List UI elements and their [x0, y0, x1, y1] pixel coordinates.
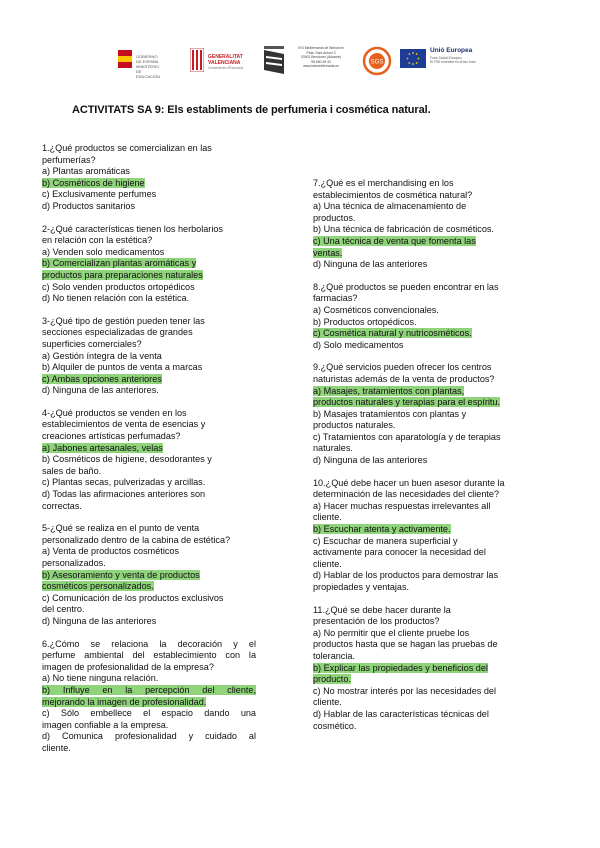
answer-option [313, 559, 527, 571]
answer-option-text: correctas. [42, 500, 82, 511]
answer-option-text: c) Tratamientos con aparatología y de terapias [313, 431, 501, 442]
svg-text:SGS: SGS [370, 59, 384, 66]
question-text: perfumerías? [42, 154, 96, 165]
answer-option [42, 743, 256, 755]
answer-option [42, 166, 256, 178]
answer-option-text: d) Ninguna de las anteriores [313, 259, 428, 270]
answer-option-text: productos. [313, 212, 356, 223]
answer-option-text: c) No mostrar interés por las necesidades del [313, 685, 496, 696]
answer-option [42, 477, 256, 489]
ministry-logo-text: GOBIERNO DE ESPAÑA MINISTERIO DE EDUCACIÓN [136, 54, 161, 79]
answer-option-text: ventas. [313, 247, 343, 258]
question-text: 6.¿Cómo se relaciona la decoración y el [42, 638, 256, 649]
answer-option [313, 201, 527, 213]
answer-option-text: propiedades y ventajas. [313, 582, 410, 592]
generalitat-logo-text: GENERALITAT VALENCIANA [208, 54, 243, 66]
question-block [313, 282, 527, 352]
answer-option-correct [313, 524, 527, 536]
question-block [42, 224, 256, 305]
answer-option-text: d) Productos sanitarios [42, 200, 136, 211]
answer-option [313, 455, 527, 467]
answer-option [313, 709, 527, 721]
question-text: establecimientos de venta de esencias y [42, 419, 206, 430]
answer-option-correct [42, 443, 256, 455]
question-text: creaciones artísticas perfumadas? [42, 431, 181, 442]
answer-option-text: cliente. [313, 558, 342, 569]
page-title: ACTIVITATS SA 9: Els establiments de perfumeria i cosmética natural. [72, 104, 431, 116]
answer-option-text: del centro. [42, 604, 85, 615]
generalitat-emblem-icon [190, 48, 204, 72]
question-text: 10.¿Qué debe hacer un buen asesor durante la [313, 477, 505, 488]
question-text: 3-¿Qué tipo de gestión pueden tener las [42, 315, 205, 326]
answer-option-text: activamente para conocer la necesidad del [313, 547, 486, 558]
answer-option [42, 546, 256, 558]
answer-option [42, 501, 256, 513]
question-block [313, 605, 527, 733]
answer-option [313, 686, 527, 698]
answer-option-correct [42, 270, 256, 282]
answer-option-correct [313, 236, 527, 248]
answer-option [313, 501, 527, 513]
answer-option-correct [313, 397, 527, 409]
conselleria-text: Conselleria d'Educació [208, 66, 244, 70]
answer-option-text: b) Influye en la percepción del cliente, [42, 684, 256, 695]
answer-option-text: c) Ambas opciones anteriores [42, 373, 162, 384]
answer-option-text: c) Plantas secas, pulverizadas y arcillas. [42, 477, 206, 488]
answer-option-text: b) Alquiler de puntos de venta a marcas [42, 362, 203, 373]
answer-option-text: cliente. [313, 512, 342, 523]
eu-flag-icon [400, 49, 426, 68]
answer-option [313, 213, 527, 225]
answer-option [313, 340, 527, 352]
left-question-column [42, 143, 256, 766]
answer-option-text: a) Cosméticos convencionales. [313, 304, 439, 315]
answer-option-text: c) Cosmética natural y nutricosméticos. [313, 328, 472, 339]
answer-option-text: c) Exclusivamente perfumes [42, 189, 157, 200]
question-block [42, 639, 256, 755]
school-logo-icon [262, 46, 286, 76]
answer-option-text: cliente. [42, 742, 71, 753]
question-text: 5-¿Qué se realiza en el punto de venta [42, 523, 200, 534]
answer-option-text: sales de baño. [42, 465, 102, 476]
question-text: 2-¿Qué características tienen los herbolarios [42, 223, 223, 234]
answer-option [42, 489, 256, 501]
answer-option-text: a) Una técnica de almacenamiento de [313, 201, 467, 212]
answer-option-correct [313, 663, 527, 675]
answer-option-correct [42, 570, 256, 582]
answer-option [42, 189, 256, 201]
question-text: en relación con la estética? [42, 235, 153, 246]
answer-option-text: b) Una técnica de fabricación de cosméticos. [313, 224, 494, 235]
answer-option-text: mejorando la imagen de profesionalidad. [42, 696, 207, 707]
answer-option [42, 466, 256, 478]
answer-option [42, 351, 256, 363]
school-address: IES Mediterrània de Benidorm Ptda. Sant Antoni 3 03501 Benidorm (Alicante) 96 680 45 40 www.iesmediterrania.es [298, 46, 344, 69]
question-text: 11.¿Qué se debe hacer durante la [313, 604, 451, 615]
answer-option [42, 708, 256, 720]
answer-option-text: c) Sólo embellece el espacio dando una [42, 708, 256, 719]
answer-option [313, 651, 527, 663]
answer-option-text: b) Cosméticos de higiene [42, 177, 145, 188]
answer-option-text: d) Ninguna de las anteriores [313, 455, 428, 466]
answer-option [313, 224, 527, 236]
answer-option-text: a) Venden solo medicamentos [42, 246, 165, 257]
eu-logo-title: Unió Europea [430, 47, 473, 54]
answer-option-correct [42, 685, 256, 697]
question-text: 9.¿Qué servicios pueden ofrecer los centros [313, 362, 492, 373]
question-text: personalizado dentro de la cabina de estética? [42, 534, 231, 545]
question-text: farmacias? [313, 293, 358, 304]
answer-option-text: productos naturales. [313, 420, 396, 431]
answer-option-text: d) Solo medicamentos [313, 339, 404, 350]
answer-option-correct [42, 258, 256, 270]
answer-option-text: d) Hablar de los productos para demostrar las [313, 570, 498, 581]
answer-option [42, 604, 256, 616]
answer-option-text: d) Hablar de las características técnicas del [313, 708, 489, 719]
answer-option [313, 536, 527, 548]
answer-option-text: a) Venta de productos cosméticos [42, 546, 179, 557]
answer-option [42, 282, 256, 294]
question-text: presentación de los productos? [313, 616, 440, 627]
answer-option-text: b) Asesoramiento y venta de productos [42, 569, 200, 580]
answer-option [42, 616, 256, 628]
answer-option-text: d) No tienen relación con la estética. [42, 293, 190, 304]
answer-option-text: b) Productos ortopédicos. [313, 316, 417, 327]
answer-option-correct [313, 674, 527, 686]
question-block [42, 143, 256, 213]
answer-option [313, 512, 527, 524]
answer-option [313, 317, 527, 329]
question-block [313, 178, 527, 271]
answer-option-text: a) No permitir que el cliente pruebe los [313, 627, 470, 638]
sgs-certification-icon [362, 46, 392, 76]
answer-option [42, 293, 256, 305]
answer-option-text: cosmético. [313, 720, 357, 731]
answer-option-correct [42, 581, 256, 593]
answer-option-correct [42, 374, 256, 386]
answer-option-correct [313, 386, 527, 398]
answer-option-text: d) Todas las afirmaciones anteriores son [42, 489, 206, 500]
question-text: superficies comerciales? [42, 338, 142, 349]
question-block [313, 478, 527, 594]
question-text: 1.¿Qué productos se comercializan en las [42, 143, 212, 153]
answer-option [313, 420, 527, 432]
answer-option-text: producto. [313, 674, 351, 685]
answer-option [42, 720, 256, 732]
question-text: secciones especializadas de grandes [42, 327, 193, 338]
answer-option-text: personalizados. [42, 558, 106, 568]
answer-option [313, 570, 527, 582]
answer-option [42, 593, 256, 605]
answer-option-text: c) Comunicación de los productos exclusivos [42, 592, 224, 603]
answer-option-text: productos naturales y terapias para el espíritu. [313, 397, 501, 408]
answer-option-text: d) Ninguna de las anteriores [42, 615, 157, 626]
answer-option-text: b) Explicar las propiedades y beneficios del [313, 662, 488, 673]
answer-option [313, 582, 527, 594]
answer-option-text: a) Masajes, tratamientos con plantas, [313, 385, 465, 396]
answer-option-correct [42, 697, 256, 709]
answer-option-text: c) Una técnica de venta que fomenta las [313, 235, 476, 246]
answer-option-text: cosméticos personalizados. [42, 581, 154, 592]
answer-option-text: imagen confiable a la empresa. [42, 719, 169, 730]
question-block [313, 362, 527, 466]
answer-option [42, 247, 256, 259]
question-text: determinación de las necesidades del cliente? [313, 489, 500, 500]
answer-option-text: naturales. [313, 443, 353, 454]
answer-option-correct [313, 248, 527, 260]
answer-option-text: c) Solo venden productos ortopédicos [42, 281, 195, 292]
question-text: perfume ambiental del establecimiento con la [42, 650, 256, 661]
answer-option [42, 362, 256, 374]
question-text: naturistas además de la venta de productos? [313, 373, 495, 384]
answer-option-text: a) Hacer muchas respuestas irrelevantes all [313, 500, 491, 511]
answer-option [313, 628, 527, 640]
answer-option-text: a) No tiene ninguna relación. [42, 673, 159, 684]
answer-option [42, 673, 256, 685]
answer-option-text: tolerancia. [313, 650, 355, 661]
answer-option-text: b) Masajes tratamientos con plantas y [313, 408, 467, 419]
answer-option-text: productos hasta que se hagan las pruebas de [313, 639, 498, 650]
answer-option-correct [42, 178, 256, 190]
answer-option-text: a) Plantas aromáticas [42, 166, 130, 177]
answer-option-text: b) Cosméticos de higiene, desodorantes y [42, 454, 212, 465]
answer-option-text: productos para preparaciones naturales [42, 269, 203, 280]
answer-option [313, 547, 527, 559]
answer-option [313, 305, 527, 317]
right-question-column [313, 178, 527, 743]
answer-option-text: d) Comunica profesionalidad y cuidado al [42, 731, 256, 742]
answer-option [42, 731, 256, 743]
eu-logo-subtitle: Fons Social Europeu El FSE inverteix en el teu futur [430, 56, 476, 65]
answer-option [42, 385, 256, 397]
answer-option [42, 558, 256, 570]
answer-option-text: c) Escuchar de manera superficial y [313, 535, 458, 546]
question-text: 7.¿Qué es el merchandising en los [313, 178, 454, 188]
header-logos [118, 44, 498, 78]
question-text: imagen de profesionalidad de la empresa? [42, 661, 214, 672]
answer-option-correct [313, 328, 527, 340]
spain-flag-icon [118, 50, 132, 68]
answer-option [313, 697, 527, 709]
question-text: 4-¿Qué productos se venden en los [42, 407, 187, 418]
question-block [42, 523, 256, 627]
answer-option [313, 432, 527, 444]
answer-option [313, 259, 527, 271]
answer-option [313, 639, 527, 651]
answer-option-text: a) Gestión íntegra de la venta [42, 350, 162, 361]
answer-option [42, 201, 256, 213]
question-block [42, 316, 256, 397]
question-text: 8.¿Qué productos se pueden encontrar en las [313, 281, 499, 292]
question-block [42, 408, 256, 512]
answer-option-text: cliente. [313, 697, 342, 708]
answer-option [313, 721, 527, 733]
answer-option [313, 409, 527, 421]
answer-option [42, 454, 256, 466]
answer-option-text: d) Ninguna de las anteriores. [42, 385, 159, 396]
answer-option-text: b) Comercializan plantas aromáticas y [42, 258, 197, 269]
question-text: establecimientos de cosmética natural? [313, 189, 473, 200]
answer-option [313, 443, 527, 455]
answer-option-text: a) Jabones artesanales, velas [42, 442, 163, 453]
answer-option-text: b) Escuchar atenta y activamente. [313, 524, 451, 535]
